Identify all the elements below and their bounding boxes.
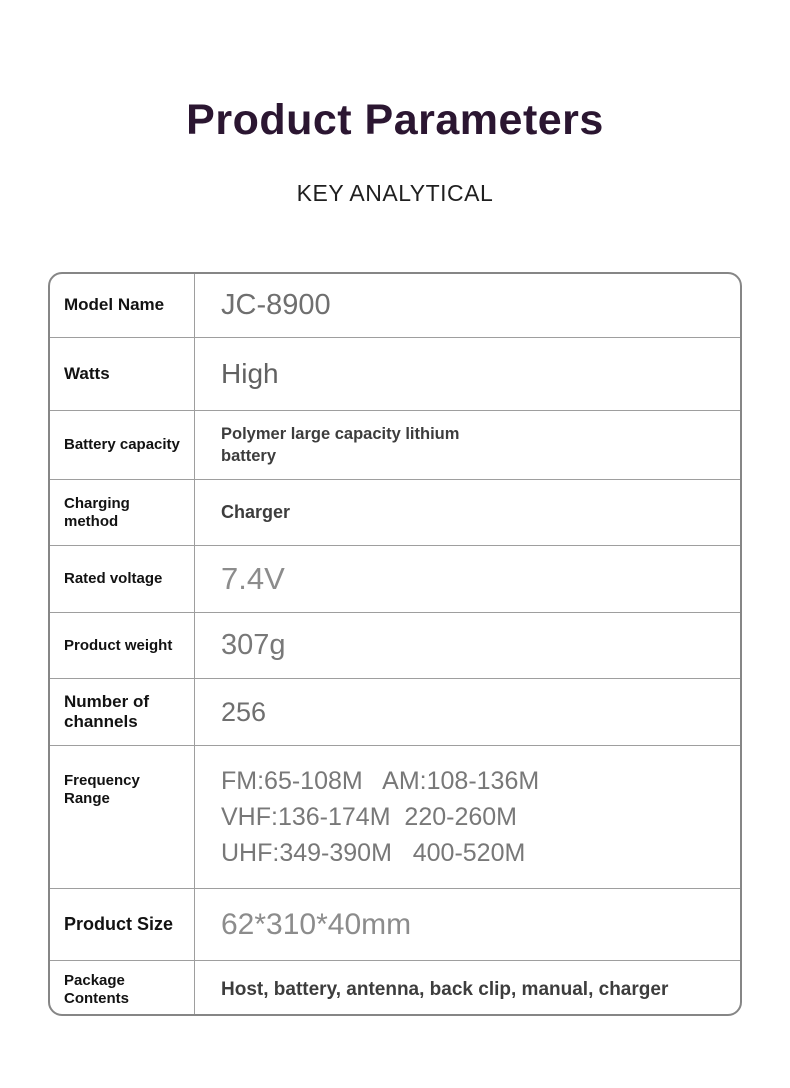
row-label: Frequency Range <box>50 746 195 888</box>
row-value <box>195 613 740 678</box>
row-value <box>195 679 740 745</box>
table-row <box>50 337 740 410</box>
row-value <box>195 274 740 337</box>
table-row <box>50 410 740 479</box>
frequency-line-2: VHF:136-174M 220-260M <box>221 803 517 831</box>
product-weight-value: 307g <box>221 629 286 661</box>
page-subtitle: KEY ANALYTICAL <box>296 180 494 206</box>
row-value <box>195 889 740 960</box>
row-value <box>195 961 740 1016</box>
table-row <box>50 479 740 545</box>
frequency-line-3: UHF:349-390M 400-520M <box>221 839 526 867</box>
table-row <box>50 274 740 337</box>
frequency-line-1: FM:65-108M AM:108-136M <box>221 767 540 795</box>
row-label: Model Name <box>50 274 195 337</box>
table-row <box>50 678 740 745</box>
rated-voltage-value: 7.4V <box>221 561 285 596</box>
row-label: Number of channels <box>50 679 195 745</box>
row-value <box>195 746 740 888</box>
package-contents-value: Host, battery, antenna, back clip, manual, charger <box>221 978 669 1000</box>
row-value <box>195 338 740 410</box>
row-value <box>195 546 740 612</box>
table-row <box>50 612 740 678</box>
row-label: Product Size <box>50 889 195 960</box>
row-label: Rated voltage <box>50 546 195 612</box>
page-title: Product Parameters <box>186 96 604 144</box>
table-row <box>50 545 740 612</box>
charging-method-value: Charger <box>221 502 291 522</box>
row-label: Watts <box>50 338 195 410</box>
product-size-value: 62*310*40mm <box>221 907 412 941</box>
row-value <box>195 411 740 479</box>
row-value <box>195 480 740 545</box>
table-row <box>50 745 740 888</box>
watts-value: High <box>221 358 279 389</box>
row-label: Battery capacity <box>50 411 195 479</box>
row-label: Package Contents <box>50 961 195 1016</box>
model-name-value: JC-8900 <box>221 289 331 321</box>
battery-capacity-value: Polymer large capacity lithium battery <box>221 424 465 465</box>
table-row <box>50 960 740 1016</box>
row-label: Charging method <box>50 480 195 545</box>
row-label: Product weight <box>50 613 195 678</box>
table-row <box>50 888 740 960</box>
channels-value: 256 <box>221 696 267 727</box>
spec-table <box>48 272 742 1016</box>
